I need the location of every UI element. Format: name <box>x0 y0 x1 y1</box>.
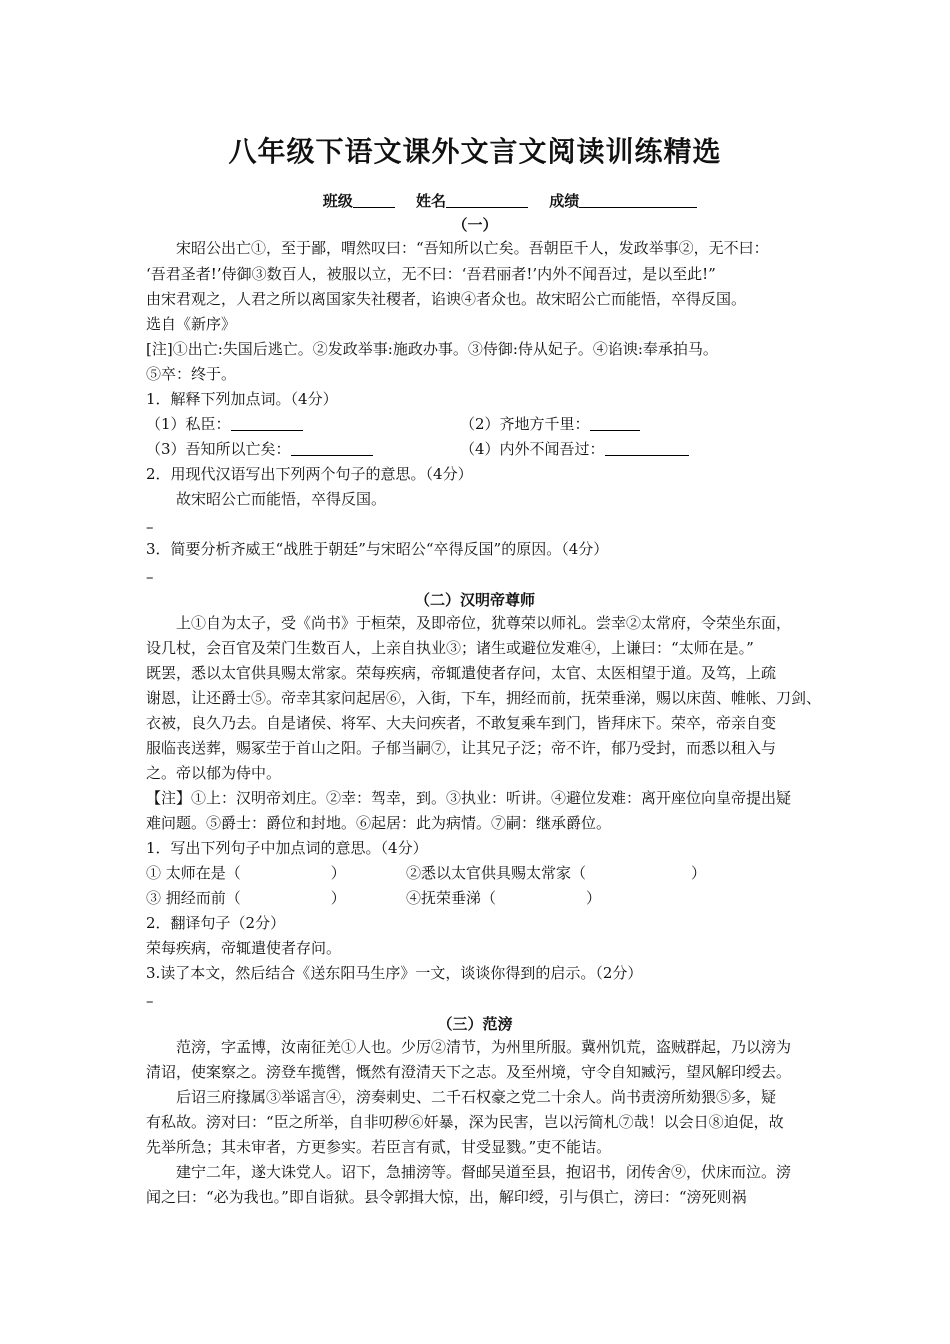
score-label: 成绩 <box>549 192 580 210</box>
s2-paragraph-line: 上①自为太子，受《尚书》于桓荣，及即帝位，犹尊荣以师礼。尝幸②太常府，令荣坐东面， <box>176 614 792 632</box>
s2-q1c: ③ 拥经而前（ ） <box>146 889 346 907</box>
s2-q2-sentence: 荣每疾病，帝辄遣使者存问。 <box>146 939 342 957</box>
s2-q1a: ① 太师在是（ ） <box>146 864 346 882</box>
s2-q1d: ④抚荣垂涕（ ） <box>406 889 602 907</box>
s2-note: 难问题。⑤爵士：爵位和封地。⑥起居：此为病情。⑦嗣：继承爵位。 <box>146 814 612 832</box>
answer-blank[interactable] <box>590 416 640 431</box>
s1-q1c: （3）吾知所以亡矣： <box>146 440 291 458</box>
section-2-heading: （二）汉明帝尊师 <box>414 591 535 609</box>
answer-line-mark[interactable]: – <box>146 568 154 586</box>
s2-q1-row <box>146 861 826 885</box>
answer-blank[interactable] <box>231 416 303 431</box>
s2-question-1: 1．写出下列句子中加点词的意思。（4分） <box>146 839 428 857</box>
s1-q1d: （4）内外不闻吾过： <box>460 440 605 458</box>
s2-paragraph-line: 服临丧送葬，赐冢茔于首山之阳。子郁当嗣⑦，让其兄子泛；帝不许，郁乃受封，而悉以租入与 <box>146 739 777 757</box>
s1-q2-sentence: 故宋昭公亡而能悟，卒得反国。 <box>176 490 387 508</box>
section-3-heading: （三）范滂 <box>437 1015 513 1033</box>
s2-paragraph-line: 谢恩，让还爵士⑤。帝幸其家问起居⑥，入街，下车，拥经而前，抚荣垂涕，赐以床茵、帷帐、刀剑、 <box>146 689 822 707</box>
s2-q1b: ②悉以太官供具赐太常家（ ） <box>406 864 707 882</box>
s3-paragraph-line: 清诏，使案察之。滂登车揽辔，慨然有澄清天下之志。及至州境，守令自知臧污，望风解印绶去。 <box>146 1063 792 1081</box>
answer-blank[interactable] <box>605 441 689 456</box>
s2-paragraph-line: 既罢，悉以太官供具赐太常家。荣每疾病，帝辄遣使者存问，太官、太医相望于道。及笃，上疏 <box>146 664 777 682</box>
document-title: 八年级下语文课外文言文阅读训练精选 <box>228 135 722 168</box>
score-blank[interactable] <box>579 193 697 208</box>
class-label: 班级 <box>322 192 353 210</box>
s1-paragraph-line: 由宋君观之，人君之所以离国家失社稷者，谄谀④者众也。故宋昭公亡而能悟，卒得反国。 <box>146 290 747 308</box>
s1-note: ⑤卒：终于。 <box>146 365 237 383</box>
s1-q1-row <box>146 437 826 461</box>
s3-paragraph-line: 先举所急；其未审者，方更参实。若臣言有贰，甘受显戮。”吏不能诘。 <box>146 1138 612 1156</box>
s3-paragraph-line: 建宁二年，遂大诛党人。诏下，急捕滂等。督邮吴道至县，抱诏书，闭传舍⑨，伏床而泣。滂 <box>176 1163 792 1181</box>
student-info-line <box>0 190 950 211</box>
s1-question-1: 1．解释下列加点词。（4分） <box>146 390 338 408</box>
s3-paragraph-line: 范滂，字孟博，汝南征羌①人也。少厉②清节，为州里所服。冀州饥荒，盗贼群起，乃以滂为 <box>176 1038 792 1056</box>
s1-source: 选自《新序》 <box>146 315 237 333</box>
s2-q1-row <box>146 886 826 910</box>
name-blank[interactable] <box>446 193 528 208</box>
s1-question-2: 2．用现代汉语写出下列两个句子的意思。（4分） <box>146 465 473 483</box>
s2-paragraph-line: 衣被，良久乃去。自是诸侯、将军、大夫问疾者，不敢复乘车到门，皆拜床下。荣卒，帝亲自变 <box>146 714 777 732</box>
s1-q1b: （2）齐地方千里： <box>460 415 590 433</box>
s2-paragraph-line: 之。帝以郁为侍中。 <box>146 764 282 782</box>
s3-paragraph-line: 有私故。滂对曰：“臣之所举，自非叨秽⑥奸暴，深为民害，岂以污简札⑦哉！以会日⑧迫促，故 <box>146 1113 784 1131</box>
s1-question-3: 3．简要分析齐威王“战胜于朝廷”与宋昭公“卒得反国”的原因。（4分） <box>146 540 609 558</box>
answer-blank[interactable] <box>291 441 373 456</box>
class-blank[interactable] <box>353 193 395 208</box>
s1-paragraph-line: ‘吾君圣者!’侍御③数百人，被服以立，无不曰：‘吾君丽者!’内外不闻吾过，是以至此!” <box>146 265 716 283</box>
s1-paragraph-line: 宋昭公出亡①，至于鄙，喟然叹曰：“吾知所以亡矣。吾朝臣千人，发政举事②，无不曰： <box>176 239 769 257</box>
s1-q1-row <box>146 412 826 436</box>
s2-paragraph-line: 设几杖，会百官及荣门生数百人，上亲自执业③；诸生或避位发难④，上谦曰：“太师在是。” <box>146 639 754 657</box>
s2-question-2: 2．翻译句子（2分） <box>146 914 286 932</box>
s3-paragraph-line: 闻之曰：“必为我也。”即自诣狱。县令郭揖大惊，出，解印绶，引与俱亡，滂曰：“滂死则祸 <box>146 1188 747 1206</box>
s2-question-3: 3.读了本文，然后结合《送东阳马生序》一文，谈谈你得到的启示。（2分） <box>146 964 643 982</box>
s1-q1a: （1）私臣： <box>146 415 231 433</box>
s3-paragraph-line: 后诏三府掾属③举谣言④，滂奏刺史、二千石权豪之党二十余人。尚书责滂所劾猥⑤多，疑 <box>176 1088 777 1106</box>
answer-line-mark[interactable]: – <box>146 992 154 1010</box>
answer-line-mark[interactable]: – <box>146 518 154 536</box>
section-1-heading: （一） <box>452 216 498 234</box>
s1-note: [注]①出亡:失国后逃亡。②发政举事:施政办事。③侍御:侍从妃子。④谄谀:奉承拍马。 <box>146 340 718 358</box>
s2-note: 【注】①上：汉明帝刘庄。②幸：驾幸，到。③执业：听讲。④避位发难：离开座位向皇帝提出疑 <box>146 789 792 807</box>
name-label: 姓名 <box>415 192 446 210</box>
